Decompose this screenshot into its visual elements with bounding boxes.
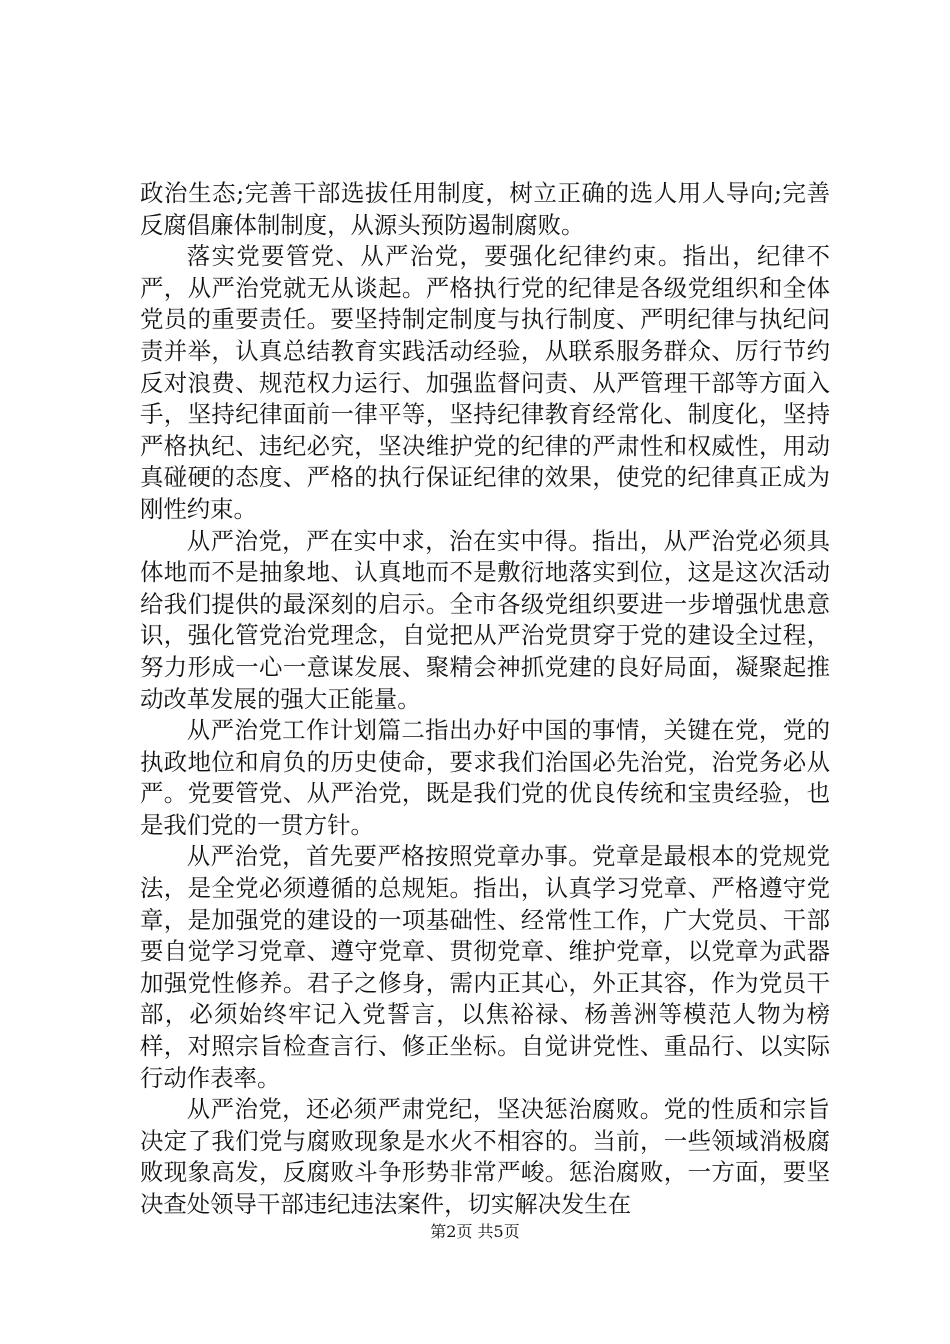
paragraph-continued: 政治生态;完善干部选拔任用制度，树立正确的选人用人导向;完善反腐倡廉体制制度，从源头预防遏制腐败。 <box>140 179 830 239</box>
page-footer: 第2页 共5页 <box>430 1222 520 1241</box>
paragraph: 从严治党，首先要严格按照党章办事。党章是最根本的党规党法，是全党必须遵循的总规矩。指出，认真学习党章、严格遵守党章，是加强党的建设的一项基础性、经常性工作，广大党员、干部要自觉学习党章、遵守党章、贯彻党章、维护党章，以党章为武器加强党性修养。君子之修身，需内正其心，外正其容，作为党员干部，必须始终牢记入党誓言，以焦裕禄、杨善洲等模范人物为榜样，对照宗旨检查言行、修正坐标。自觉讲党性、重品行、以实际行动作表率。 <box>140 842 830 1092</box>
paragraph: 从严治党工作计划篇二指出办好中国的事情，关键在党，党的执政地位和肩负的历史使命，要求我们治国必先治党，治党务必从严。党要管党、从严治党，既是我们党的优良传统和宝贵经验，也是我们党的一贯方针。 <box>140 716 830 839</box>
document-body <box>140 178 830 1221</box>
paragraph: 从严治党，还必须严肃党纪，坚决惩治腐败。党的性质和宗旨决定了我们党与腐败现象是水火不相容的。当前，一些领域消极腐败现象高发，反腐败斗争形势非常严峻。惩治腐败，一方面，要坚决查处领导干部违纪违法案件，切实解决发生在 <box>140 1095 830 1218</box>
paragraph: 从严治党，严在实中求，治在实中得。指出，从严治党必须具体地而不是抽象地、认真地而不是敷衍地落实到位，这是这次活动给我们提供的最深刻的启示。全市各级党组织要进一步增强忧患意识，强化管党治党理念，自觉把从严治党贯穿于党的建设全过程，努力形成一心一意谋发展、聚精会神抓党建的良好局面，凝聚起推动改革发展的强大正能量。 <box>140 526 830 713</box>
paragraph: 落实党要管党、从严治党，要强化纪律约束。指出，纪律不严，从严治党就无从谈起。严格执行党的纪律是各级党组织和全体党员的重要责任。要坚持制定制度与执行制度、严明纪律与执纪问责并举，认真总结教育实践活动经验，从联系服务群众、厉行节约反对浪费、规范权力运行、加强监督问责、从严管理干部等方面入手，坚持纪律面前一律平等，坚持纪律教育经常化、制度化，坚持严格执纪、违纪必究，坚决维护党的纪律的严肃性和权威性，用动真碰硬的态度、严格的执行保证纪律的效果，使党的纪律真正成为刚性约束。 <box>140 242 830 523</box>
